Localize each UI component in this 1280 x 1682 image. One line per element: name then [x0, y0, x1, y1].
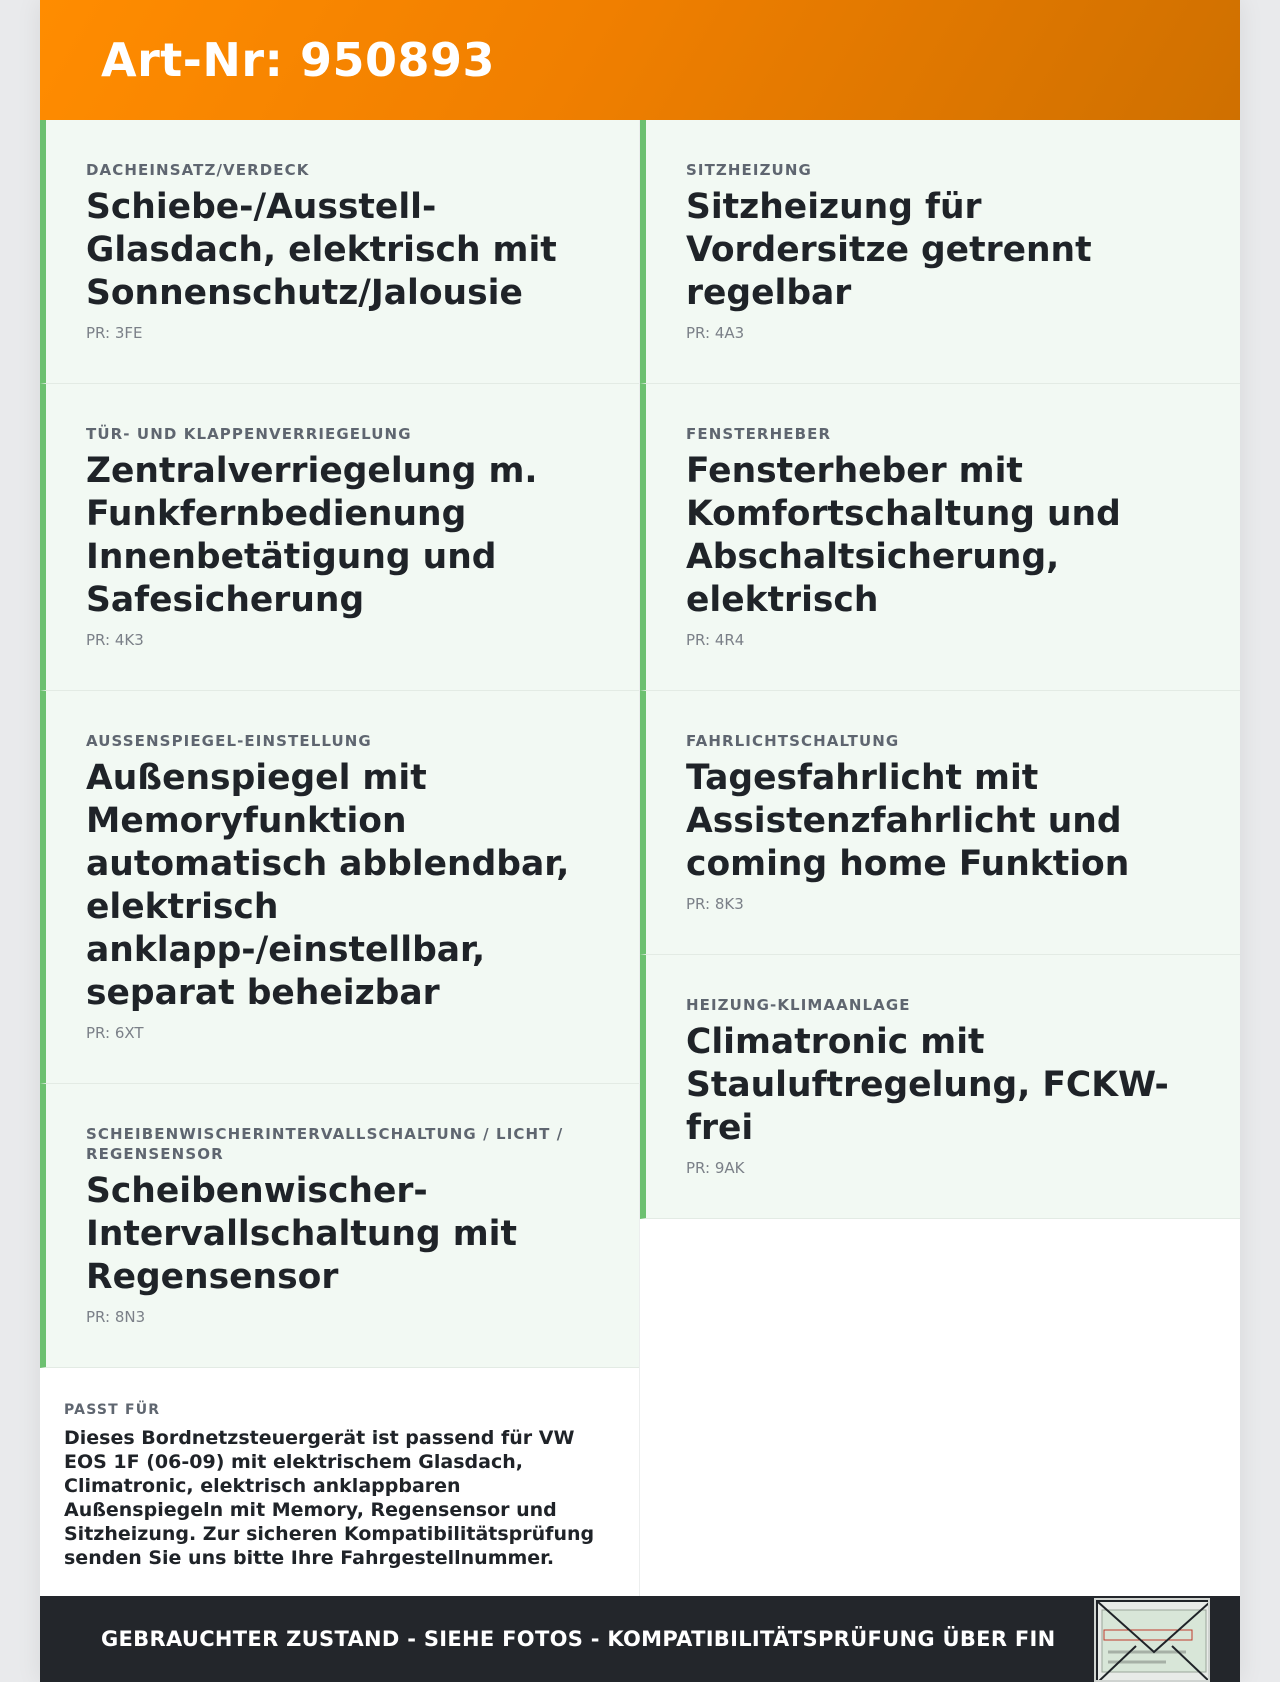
feature-pr-code: PR: 6XT [86, 1024, 144, 1042]
feature-category: SITZHEIZUNG [686, 161, 812, 179]
feature-category: HEIZUNG-KLIMAANLAGE [686, 996, 911, 1014]
feature-title: Zentralverriegelung m. Funkfernbedienung Innenbetätigung und Safesicherung [86, 451, 538, 620]
feature-pr-code: PR: 9AK [686, 1159, 745, 1177]
feature-pr-code: PR: 4R4 [686, 631, 745, 649]
feature-card [40, 384, 639, 691]
feature-pr-code: PR: 4K3 [86, 631, 144, 649]
feature-title: Sitzheizung für Vordersitze getrennt regelbar [686, 187, 1092, 313]
feature-card [640, 384, 1240, 691]
envelope-icon[interactable] [1094, 1598, 1210, 1682]
feature-card [40, 120, 639, 384]
feature-category: FENSTERHEBER [686, 425, 832, 443]
compatibility-label: PASST FÜR [64, 1402, 161, 1418]
feature-card [640, 120, 1240, 384]
compatibility-text: Dieses Bordnetzsteuergerät ist passend für VW EOS 1F (06-09) mit elektrischem Glasdach, Climatronic, elektrisch anklappbaren Außenspiegeln mit Memory, Regensensor und Sitzheizung. Zur sicheren Kompatibilitätsprüfung senden Sie uns bitte Ihre Fahrgestellnummer. [64, 1427, 595, 1569]
compatibility-section [40, 1368, 639, 1590]
feature-pr-code: PR: 3FE [86, 324, 143, 342]
feature-card [40, 691, 639, 1084]
footer-bar [40, 1596, 1240, 1682]
product-sheet [40, 0, 1240, 1682]
feature-pr-code: PR: 4A3 [686, 324, 745, 342]
feature-title: Fensterheber mit Komfortschaltung und Abschaltsicherung, elektrisch [686, 451, 1121, 620]
feature-category: TÜR- UND KLAPPENVERRIEGELUNG [86, 425, 412, 443]
feature-title: Tagesfahrlicht mit Assistenzfahrlicht und coming home Funktion [686, 758, 1130, 884]
feature-pr-code: PR: 8K3 [686, 895, 744, 913]
right-column [640, 120, 1240, 1596]
envelope-thumbnail-graphic [1096, 1600, 1210, 1682]
feature-title: Schiebe-/Ausstell-Glasdach, elektrisch mit Sonnenschutz/Jalousie [86, 187, 557, 313]
feature-card [640, 955, 1240, 1219]
feature-columns [40, 120, 1240, 1596]
feature-card [40, 1084, 639, 1368]
header-bar [40, 0, 1240, 120]
article-number-title: Art-Nr: 950893 [101, 33, 496, 87]
left-column [40, 120, 640, 1596]
feature-card [640, 691, 1240, 955]
feature-category: DACHEINSATZ/VERDECK [86, 161, 310, 179]
feature-pr-code: PR: 8N3 [86, 1308, 146, 1326]
feature-title: Climatronic mit Stauluftregelung, FCKW-frei [686, 1022, 1169, 1148]
feature-category: AUSSENSPIEGEL-EINSTELLUNG [86, 732, 372, 750]
feature-category: FAHRLICHTSCHALTUNG [686, 732, 900, 750]
feature-title: Außenspiegel mit Memoryfunktion automatisch abblendbar, elektrisch anklapp-/einstellbar, separat beheizbar [86, 758, 570, 1013]
footer-notice: GEBRAUCHTER ZUSTAND - SIEHE FOTOS - KOMPATIBILITÄTSPRÜFUNG ÜBER FIN [101, 1627, 1056, 1651]
feature-category: SCHEIBENWISCHERINTERVALLSCHALTUNG / LICHT / REGENSENSOR [86, 1125, 564, 1163]
feature-title: Scheibenwischer-Intervallschaltung mit Regensensor [86, 1171, 517, 1297]
